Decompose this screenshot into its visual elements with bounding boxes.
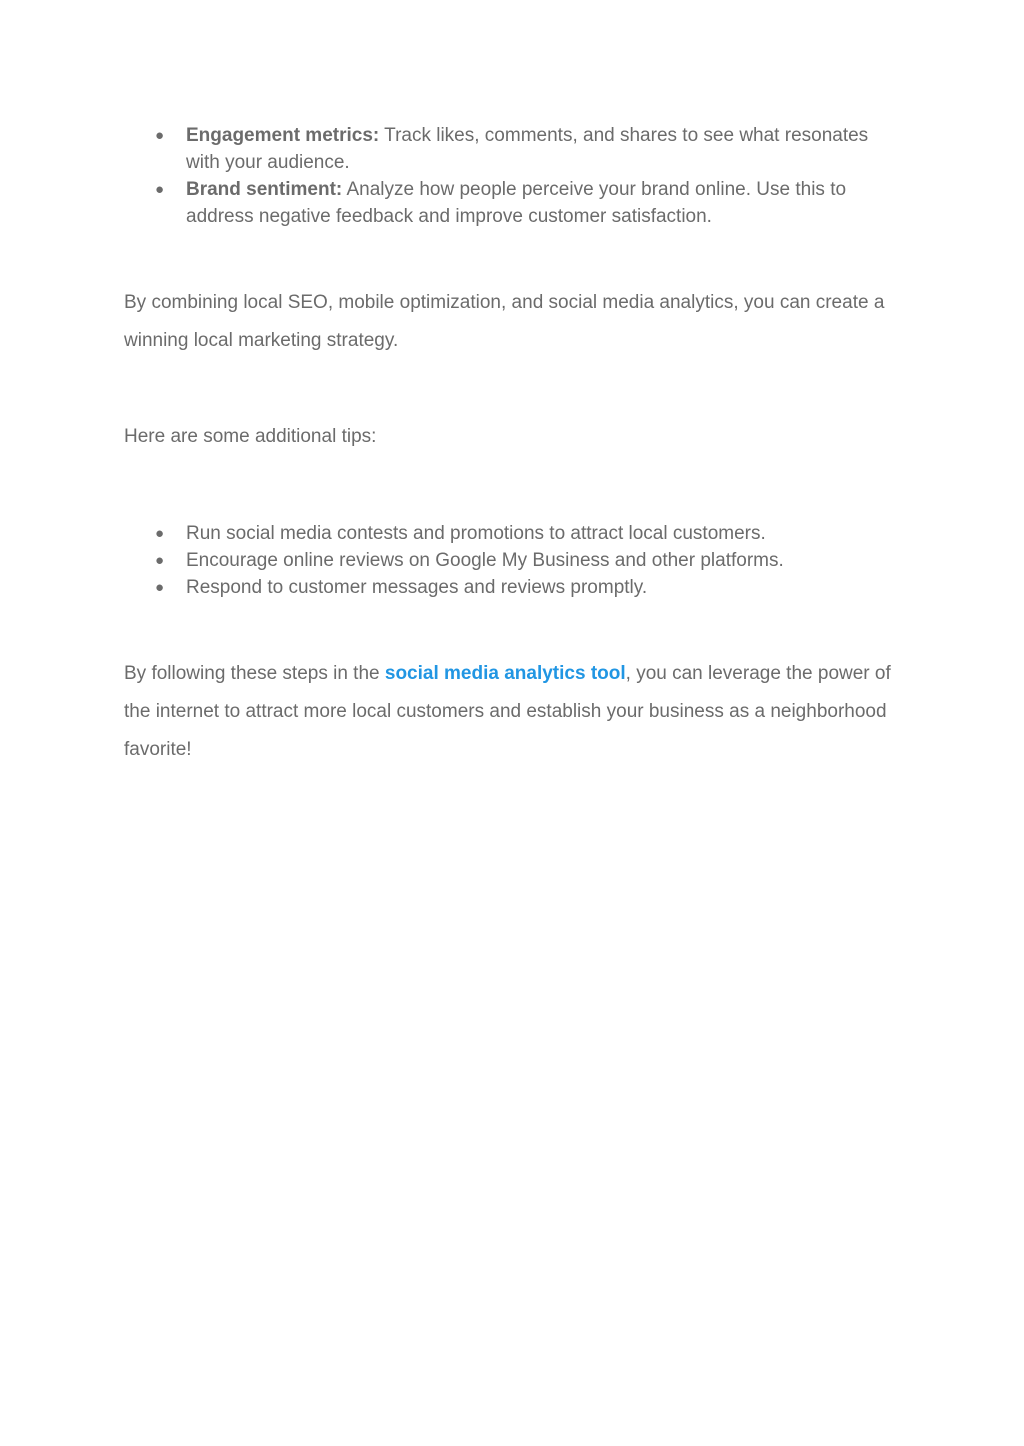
summary-paragraph: By combining local SEO, mobile optimization, and social media analytics, you can create a winning local marketing strategy. — [124, 292, 885, 351]
list-item — [124, 176, 894, 230]
social-media-analytics-tool-link[interactable]: social media analytics tool — [384, 663, 626, 684]
metrics-list-section — [124, 122, 894, 230]
list-item — [124, 122, 894, 176]
closing-section — [124, 655, 894, 769]
bullet-dot-icon: ● — [155, 579, 165, 596]
tips-list — [124, 520, 894, 601]
bullet-dot-icon: ● — [155, 525, 165, 542]
bullet-dot-icon: ● — [155, 127, 165, 144]
closing-text-after-link: , you can leverage the power of the internet to attract more local customers and establish your business as a neighborhood favorite! — [124, 663, 891, 760]
summary-section — [124, 284, 894, 360]
list-item-term: Brand sentiment: — [186, 179, 343, 200]
metrics-list — [124, 122, 894, 230]
bullet-dot-icon: ● — [155, 181, 165, 198]
list-item — [124, 574, 894, 601]
tips-intro-section — [124, 418, 894, 456]
closing-text-before-link: By following these steps in the — [124, 663, 385, 684]
tips-intro: Here are some additional tips: — [124, 426, 377, 447]
list-item-text: Track likes, comments, and shares to see what resonates with your audience. — [186, 125, 869, 173]
list-item-text: Respond to customer messages and reviews promptly. — [186, 577, 648, 598]
list-item — [124, 547, 894, 574]
list-item-term: Engagement metrics: — [186, 125, 380, 146]
closing-paragraph — [124, 655, 894, 769]
list-item-text: Analyze how people perceive your brand online. Use this to address negative feedback and improve customer satisfaction. — [186, 179, 847, 227]
list-item-text: Encourage online reviews on Google My Business and other platforms. — [186, 550, 784, 571]
tips-list-section — [124, 520, 894, 601]
list-item-text: Run social media contests and promotions to attract local customers. — [186, 523, 766, 544]
bullet-dot-icon: ● — [155, 552, 165, 569]
list-item — [124, 520, 894, 547]
